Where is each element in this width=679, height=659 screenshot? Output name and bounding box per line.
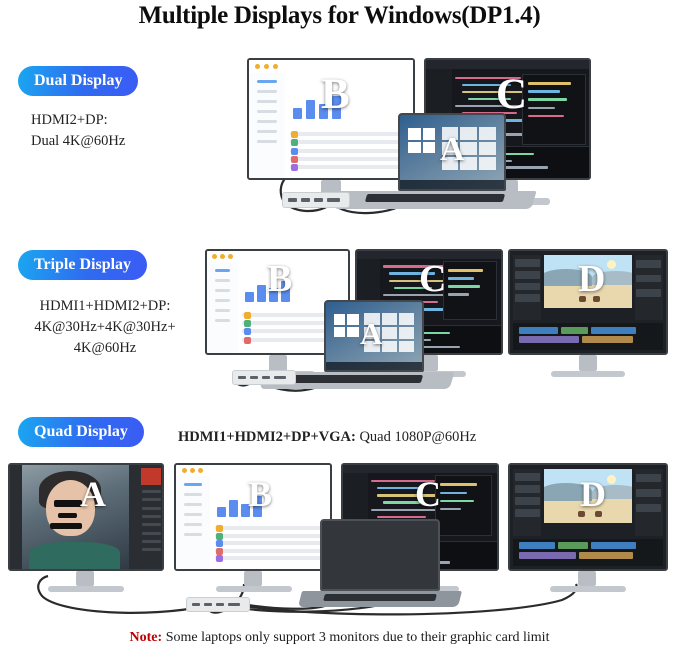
caption-triple-line2: 4K@30Hz+4K@30Hz+: [34, 319, 176, 336]
monitor-d-quad: [508, 463, 668, 595]
monitor-label-b-dual: B: [321, 71, 350, 118]
monitor-label-c-dual: C: [496, 71, 528, 118]
caption-triple-line3: 4K@60Hz: [73, 340, 137, 357]
monitor-label-b-triple: B: [267, 258, 293, 300]
caption-quad-bold: HDMI1+HDMI2+DP+VGA:: [178, 429, 356, 445]
monitor-d-triple: [508, 249, 668, 383]
caption-quad: [178, 427, 476, 448]
caption-dual-line1: HDMI2+DP:: [31, 112, 108, 128]
badge-dual-display: Dual Display: [18, 66, 138, 96]
caption-triple: [10, 296, 200, 359]
monitor-label-b-quad: B: [248, 474, 273, 514]
page-title: Multiple Displays for Windows(DP1.4): [138, 2, 541, 29]
monitor-label-a-triple: A: [360, 316, 383, 351]
docking-hub-dual: [282, 192, 350, 208]
monitor-label-c-quad: C: [415, 474, 441, 514]
laptop-quad: [300, 519, 460, 615]
badge-triple-display: Triple Display: [18, 250, 147, 280]
note-label: Note:: [129, 630, 163, 645]
monitor-label-c-triple: C: [419, 258, 447, 300]
caption-dual-line2: Dual 4K@60Hz: [31, 133, 126, 150]
screen-laptop-quad: [322, 521, 438, 589]
caption-triple-line1: HDMI1+HDMI2+DP:: [39, 298, 171, 314]
badge-quad-display: Quad Display: [18, 417, 144, 447]
monitor-label-d-quad: D: [580, 474, 606, 514]
laptop-dual: [336, 113, 534, 216]
monitor-label-a-dual: A: [440, 131, 465, 168]
monitor-a-quad: [8, 463, 164, 595]
footer-note: [0, 630, 679, 646]
caption-dual: [31, 110, 125, 152]
docking-hub-quad: [186, 597, 250, 612]
docking-hub-triple: [232, 370, 296, 385]
caption-quad-rest: Quad 1080P@60Hz: [355, 429, 477, 445]
monitor-label-a-quad: A: [80, 474, 106, 514]
monitor-label-d-triple: D: [578, 258, 606, 300]
note-text: Some laptops only support 3 monitors due to their graphic card limit: [162, 630, 550, 645]
